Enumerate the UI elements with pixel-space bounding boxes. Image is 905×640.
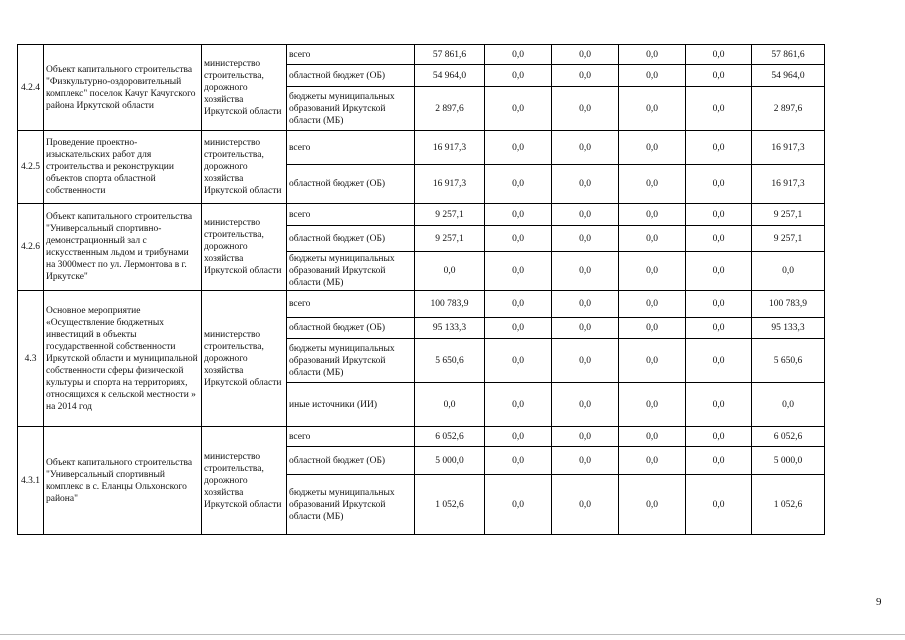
funding-value: 0,0 bbox=[552, 65, 619, 87]
item-number: 4.2.4 bbox=[18, 45, 44, 131]
funding-source: бюджеты муниципальных образований Иркутской области (МБ) bbox=[287, 475, 415, 535]
funding-value: 1 052,6 bbox=[415, 475, 485, 535]
funding-source: всего bbox=[287, 45, 415, 65]
funding-value: 95 133,3 bbox=[752, 318, 825, 339]
funding-value: 0,0 bbox=[485, 318, 552, 339]
funding-value: 6 052,6 bbox=[752, 427, 825, 447]
funding-value: 1 052,6 bbox=[752, 475, 825, 535]
funding-value: 0,0 bbox=[619, 291, 686, 318]
funding-value: 0,0 bbox=[485, 475, 552, 535]
funding-source: бюджеты муниципальных образований Иркутской области (МБ) bbox=[287, 339, 415, 383]
funding-value: 6 052,6 bbox=[415, 427, 485, 447]
table-row bbox=[18, 45, 825, 65]
funding-source: областной бюджет (ОБ) bbox=[287, 447, 415, 475]
funding-source: областной бюджет (ОБ) bbox=[287, 165, 415, 204]
funding-value: 0,0 bbox=[552, 475, 619, 535]
funding-value: 0,0 bbox=[552, 131, 619, 165]
funding-value: 0,0 bbox=[686, 339, 752, 383]
funding-value: 0,0 bbox=[485, 291, 552, 318]
funding-value: 0,0 bbox=[619, 204, 686, 226]
table-row bbox=[18, 291, 825, 318]
funding-value: 0,0 bbox=[552, 339, 619, 383]
page-number: 9 bbox=[876, 596, 882, 608]
funding-value: 0,0 bbox=[485, 87, 552, 131]
item-name: Основное мероприятие «Осуществление бюджетных инвестиций в объекты государственной собственности Иркутской области и муниципальной собственности сферы физической культуры и спорта на территориях, относящихся к сельской местности » на 2014 год bbox=[44, 291, 202, 427]
funding-value: 0,0 bbox=[619, 87, 686, 131]
funding-value: 0,0 bbox=[686, 165, 752, 204]
funding-value: 9 257,1 bbox=[752, 204, 825, 226]
funding-value: 0,0 bbox=[552, 204, 619, 226]
funding-value: 0,0 bbox=[485, 447, 552, 475]
funding-value: 0,0 bbox=[485, 204, 552, 226]
funding-value: 0,0 bbox=[686, 204, 752, 226]
funding-source: областной бюджет (ОБ) bbox=[287, 226, 415, 252]
funding-value: 0,0 bbox=[485, 131, 552, 165]
funding-value: 100 783,9 bbox=[752, 291, 825, 318]
funding-value: 16 917,3 bbox=[415, 131, 485, 165]
funding-value: 0,0 bbox=[552, 291, 619, 318]
funding-value: 5 650,6 bbox=[415, 339, 485, 383]
funding-value: 0,0 bbox=[619, 252, 686, 291]
item-executor: министерство строительства, дорожного хозяйства Иркутской области bbox=[202, 427, 287, 535]
funding-value: 0,0 bbox=[485, 252, 552, 291]
item-name: Проведение проектно-изыскательских работ для строительства и реконструкции объектов спорта областной собственности bbox=[44, 131, 202, 204]
funding-value: 0,0 bbox=[619, 131, 686, 165]
funding-value: 0,0 bbox=[552, 226, 619, 252]
item-executor: министерство строительства, дорожного хозяйства Иркутской области bbox=[202, 45, 287, 131]
table-row bbox=[18, 427, 825, 447]
item-executor: министерство строительства, дорожного хозяйства Иркутской области bbox=[202, 204, 287, 291]
funding-value: 0,0 bbox=[415, 383, 485, 427]
table-row bbox=[18, 131, 825, 165]
funding-value: 0,0 bbox=[552, 383, 619, 427]
funding-value: 0,0 bbox=[552, 252, 619, 291]
table-row bbox=[18, 204, 825, 226]
funding-value: 16 917,3 bbox=[415, 165, 485, 204]
funding-value: 100 783,9 bbox=[415, 291, 485, 318]
funding-value: 0,0 bbox=[485, 427, 552, 447]
funding-source: всего bbox=[287, 131, 415, 165]
funding-value: 2 897,6 bbox=[415, 87, 485, 131]
funding-value: 5 650,6 bbox=[752, 339, 825, 383]
funding-value: 57 861,6 bbox=[752, 45, 825, 65]
funding-value: 0,0 bbox=[619, 339, 686, 383]
funding-value: 54 964,0 bbox=[415, 65, 485, 87]
item-executor: министерство строительства, дорожного хозяйства Иркутской области bbox=[202, 291, 287, 427]
funding-value: 0,0 bbox=[686, 318, 752, 339]
funding-value: 0,0 bbox=[619, 226, 686, 252]
scan-edge-line bbox=[0, 634, 905, 635]
funding-value: 0,0 bbox=[686, 291, 752, 318]
funding-value: 0,0 bbox=[415, 252, 485, 291]
item-name: Объект капитального строительства "Физкультурно-оздоровительный комплекс" поселок Качуг Качугского района Иркутской области bbox=[44, 45, 202, 131]
funding-value: 0,0 bbox=[552, 447, 619, 475]
funding-value: 0,0 bbox=[552, 165, 619, 204]
funding-value: 0,0 bbox=[686, 226, 752, 252]
funding-source: бюджеты муниципальных образований Иркутской области (МБ) bbox=[287, 87, 415, 131]
funding-value: 0,0 bbox=[686, 131, 752, 165]
funding-value: 9 257,1 bbox=[752, 226, 825, 252]
funding-value: 16 917,3 bbox=[752, 131, 825, 165]
funding-value: 0,0 bbox=[619, 318, 686, 339]
item-executor: министерство строительства, дорожного хозяйства Иркутской области bbox=[202, 131, 287, 204]
funding-value: 16 917,3 bbox=[752, 165, 825, 204]
funding-value: 0,0 bbox=[752, 252, 825, 291]
funding-value: 0,0 bbox=[686, 252, 752, 291]
funding-value: 0,0 bbox=[552, 427, 619, 447]
funding-source: всего bbox=[287, 204, 415, 226]
item-number: 4.3 bbox=[18, 291, 44, 427]
funding-value: 0,0 bbox=[686, 383, 752, 427]
funding-value: 0,0 bbox=[619, 165, 686, 204]
funding-source: иные источники (ИИ) bbox=[287, 383, 415, 427]
funding-value: 0,0 bbox=[485, 226, 552, 252]
budget-table bbox=[17, 44, 825, 535]
funding-value: 0,0 bbox=[686, 447, 752, 475]
funding-value: 0,0 bbox=[686, 427, 752, 447]
funding-value: 0,0 bbox=[619, 65, 686, 87]
funding-value: 95 133,3 bbox=[415, 318, 485, 339]
funding-value: 0,0 bbox=[752, 383, 825, 427]
funding-value: 57 861,6 bbox=[415, 45, 485, 65]
item-number: 4.2.5 bbox=[18, 131, 44, 204]
item-number: 4.2.6 bbox=[18, 204, 44, 291]
funding-value: 0,0 bbox=[686, 45, 752, 65]
funding-source: всего bbox=[287, 427, 415, 447]
funding-value: 0,0 bbox=[619, 475, 686, 535]
funding-value: 0,0 bbox=[485, 45, 552, 65]
funding-value: 5 000,0 bbox=[415, 447, 485, 475]
funding-value: 2 897,6 bbox=[752, 87, 825, 131]
item-number: 4.3.1 bbox=[18, 427, 44, 535]
funding-value: 0,0 bbox=[686, 475, 752, 535]
funding-source: бюджеты муниципальных образований Иркутской области (МБ) bbox=[287, 252, 415, 291]
funding-value: 5 000,0 bbox=[752, 447, 825, 475]
funding-value: 0,0 bbox=[619, 45, 686, 65]
funding-value: 0,0 bbox=[485, 65, 552, 87]
funding-value: 0,0 bbox=[686, 65, 752, 87]
item-name: Объект капитального строительства "Универсальный спортивный комплекс в с. Еланцы Ольхонского района" bbox=[44, 427, 202, 535]
funding-value: 0,0 bbox=[485, 383, 552, 427]
funding-value: 9 257,1 bbox=[415, 226, 485, 252]
funding-value: 0,0 bbox=[485, 165, 552, 204]
funding-source: областной бюджет (ОБ) bbox=[287, 318, 415, 339]
funding-value: 0,0 bbox=[552, 318, 619, 339]
item-name: Объект капитального строительства "Универсальный спортивно-демонстрационный зал с искусственным льдом и трибунами на 3000мест по ул. Лермонтова в г. Иркутске" bbox=[44, 204, 202, 291]
funding-value: 9 257,1 bbox=[415, 204, 485, 226]
funding-value: 0,0 bbox=[619, 383, 686, 427]
funding-value: 0,0 bbox=[552, 87, 619, 131]
funding-value: 0,0 bbox=[619, 427, 686, 447]
funding-value: 54 964,0 bbox=[752, 65, 825, 87]
funding-value: 0,0 bbox=[619, 447, 686, 475]
funding-source: всего bbox=[287, 291, 415, 318]
funding-value: 0,0 bbox=[686, 87, 752, 131]
funding-source: областной бюджет (ОБ) bbox=[287, 65, 415, 87]
funding-value: 0,0 bbox=[552, 45, 619, 65]
funding-value: 0,0 bbox=[485, 339, 552, 383]
